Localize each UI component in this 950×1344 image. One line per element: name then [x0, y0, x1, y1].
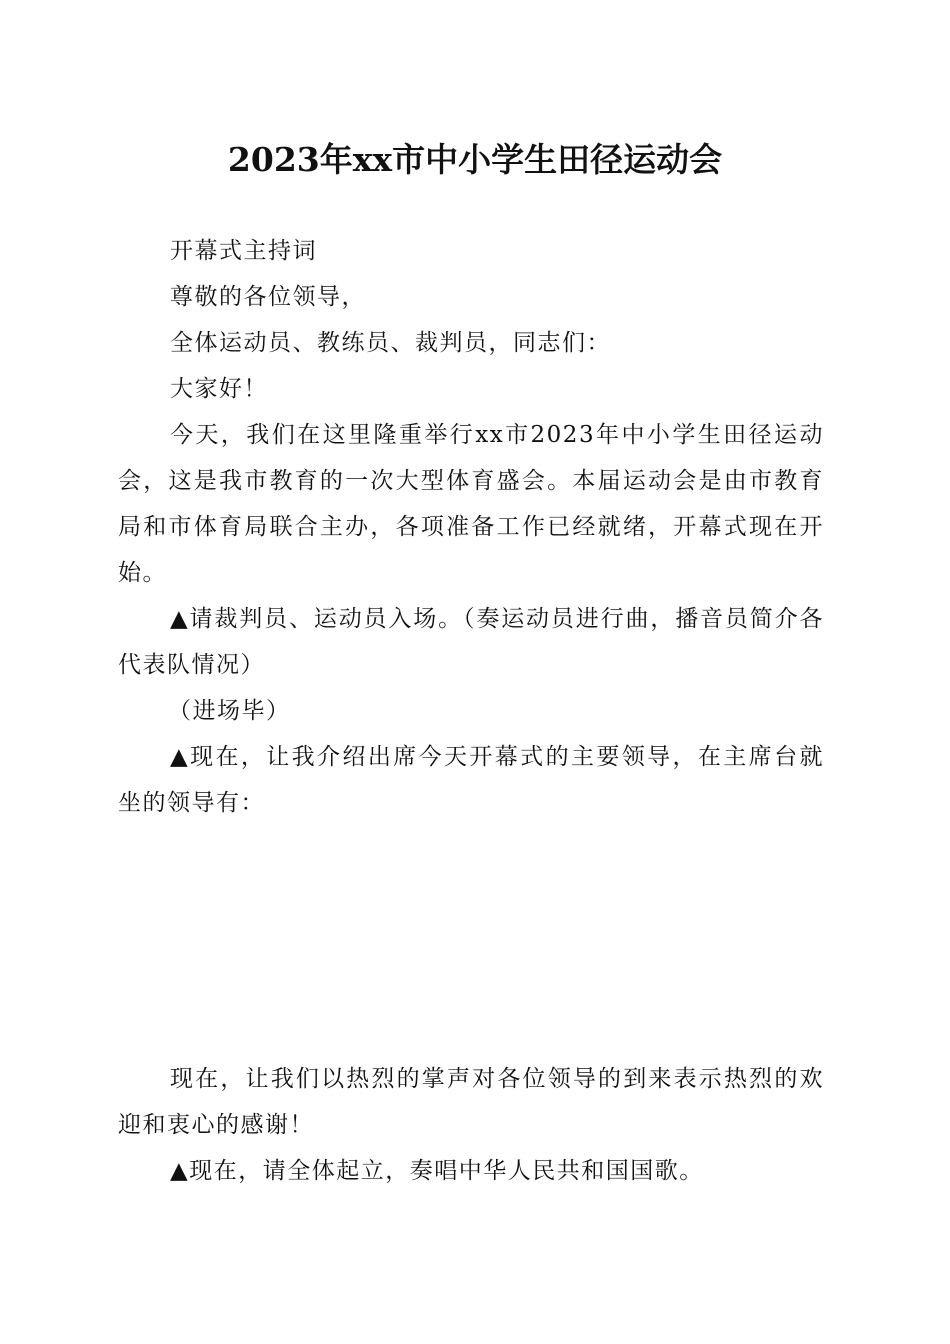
- paragraph-entrance-instruction: ▲请裁判员、运动员入场。（奏运动员进行曲，播音员简介各代表队情况）: [118, 606, 824, 678]
- blank-space: [118, 826, 824, 1056]
- document-title: 2023年xx市中小学生田径运动会: [227, 140, 723, 179]
- paragraph-host-speech-heading: 开幕式主持词: [170, 238, 317, 264]
- paragraph-hello: 大家好！: [170, 376, 268, 402]
- paragraph-leader-introduction: ▲现在，让我介绍出席今天开幕式的主要领导，在主席台就坐的领导有：: [118, 744, 824, 816]
- paragraph-opening-announcement: 今天，我们在这里隆重举行xx市2023年中小学生田径运动会，这是我市教育的一次大型体育盛会。本届运动会是由市教育局和市体育局联合主办，各项准备工作已经就绪，开幕式现在开始。: [118, 422, 824, 586]
- paragraph-greeting-leaders: 尊敬的各位领导，: [170, 284, 366, 310]
- paragraph-greeting-participants: 全体运动员、教练员、裁判员，同志们：: [170, 330, 611, 356]
- paragraph-national-anthem: ▲现在，请全体起立，奏唱中华人民共和国国歌。: [170, 1158, 704, 1184]
- document-body: [118, 228, 824, 1194]
- paragraph-welcome-applause: 现在，让我们以热烈的掌声对各位领导的到来表示热烈的欢迎和衷心的感谢！: [118, 1066, 824, 1138]
- paragraph-entrance-finished: （进场毕）: [168, 698, 291, 724]
